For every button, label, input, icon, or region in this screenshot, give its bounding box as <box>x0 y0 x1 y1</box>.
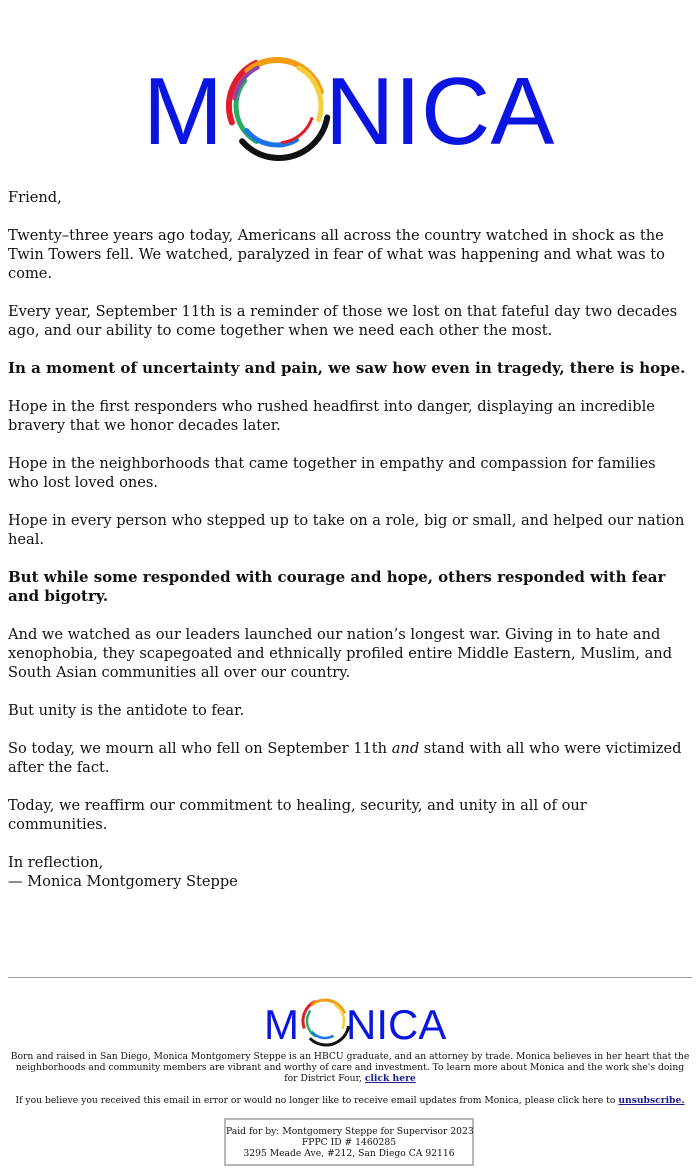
monica-footer-logo <box>0 993 700 1049</box>
mourn-text: So today, we mourn all who fell on September 11th <box>8 740 392 757</box>
closing: In reflection, <box>8 854 104 871</box>
paragraph: Today, we reaffirm our commitment to healing, security, and unity in all of our communities. <box>8 797 587 833</box>
mourn-paragraph <box>8 739 688 777</box>
bio-text: Born and raised in San Diego, Monica Montgomery Steppe is an HBCU graduate, and an attorney by trade. Monica believes in her heart that the neighborhoods and community members are vibrant and worthy of care and investment. To learn more about Monica and the work she's doing for District Four, <box>10 1051 690 1084</box>
email-body <box>8 188 688 891</box>
footer-divider <box>8 977 692 978</box>
logo-letter-m: M <box>143 58 223 165</box>
monica-logo <box>0 42 700 170</box>
paragraph: Every year, September 11th is a reminder of those we lost on that fateful day two decades ago, and our ability to come together when we need each other the most. <box>8 303 678 339</box>
paragraph: Hope in every person who stepped up to take on a role, big or small, and helped our nation heal. <box>8 512 685 548</box>
mourn-emphasis: and <box>391 740 420 757</box>
paragraph: But unity is the antidote to fear. <box>8 702 245 719</box>
footer-logo-wordmark <box>264 1001 446 1048</box>
mourn-text-end: stand with all who were victimized after the fact. <box>8 740 682 776</box>
bio-click-here-link[interactable]: click here <box>364 1073 416 1084</box>
bold-paragraph: In a moment of uncertainty and pain, we saw how even in tragedy, there is hope. <box>8 359 686 377</box>
paragraph: Hope in the first responders who rushed headfirst into danger, displaying an incredible bravery that we honor decades later. <box>8 398 655 434</box>
fppc-line: FPPC ID # 1460285 <box>301 1137 397 1148</box>
footer-logo-letter-m: M <box>264 1001 299 1048</box>
greeting: Friend, <box>8 189 62 206</box>
paragraph: Twenty–three years ago today, Americans all across the country watched in shock as the Twin Towers fell. We watched, paralyzed in fear of what was happening and what was to come. <box>8 227 665 282</box>
unsubscribe-text: If you believe you received this email in error or would no longer like to receive email updates from Monica, please click here to <box>15 1095 616 1106</box>
footer-bio <box>8 1051 692 1084</box>
address-line: 3295 Meade Ave, #212, San Diego CA 92116 <box>243 1148 455 1159</box>
signature: — Monica Montgomery Steppe <box>8 873 238 890</box>
logo-ring-icon <box>212 42 342 170</box>
paragraph: Hope in the neighborhoods that came together in empathy and compassion for families who lost loved ones. <box>8 455 656 491</box>
paragraph: And we watched as our leaders launched our nation’s longest war. Giving in to hate and xenophobia, they scapegoated and ethnically profiled entire Middle Eastern, Muslim, and South Asian communities all over our country. <box>8 626 673 681</box>
logo-letters-nica: NICA <box>325 58 555 165</box>
paid-for-box <box>224 1118 474 1166</box>
unsubscribe-link[interactable]: unsubscribe. <box>618 1095 685 1106</box>
unsubscribe-notice <box>8 1095 692 1106</box>
logo-wordmark <box>143 58 554 165</box>
bold-paragraph: But while some responded with courage and hope, others responded with fear and bigotry. <box>8 568 666 605</box>
paid-by-line: Paid for by: Montgomery Steppe for Supervisor 2023 <box>226 1126 474 1137</box>
footer-logo-letters-nica: NICA <box>346 1001 447 1048</box>
